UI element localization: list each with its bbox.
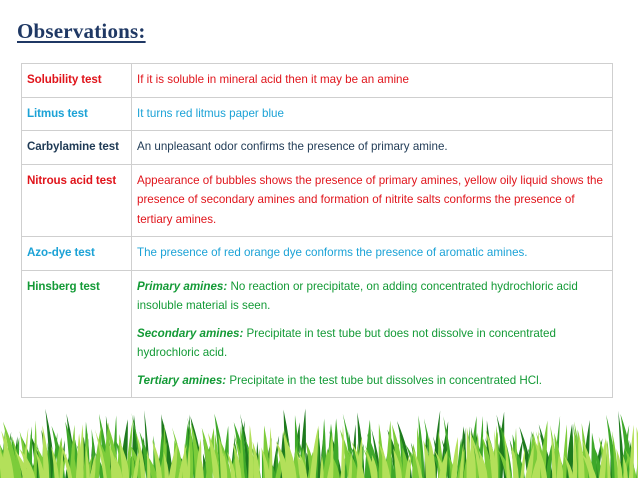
test-name: Carbylamine test [22, 131, 132, 165]
primary-amines-label: Primary amines: [137, 279, 228, 293]
test-name: Azo-dye test [22, 237, 132, 271]
primary-amines-text: No reaction or precipitate, on adding concentrated hydrochloric acid insoluble material is seen. [137, 279, 578, 312]
test-observation: An unpleasant odor confirms the presence of primary amine. [132, 131, 613, 165]
observations-table [21, 63, 613, 398]
test-observation: Appearance of bubbles shows the presence of primary amines, yellow oily liquid shows the presence of secondary amines and formation of nitrite salts conforms the presence of tertiary amines. [132, 164, 613, 237]
test-name: Hinsberg test [22, 270, 132, 398]
page-title: Observations: [17, 19, 146, 43]
table-row [22, 164, 613, 237]
test-name: Solubility test [22, 64, 132, 98]
grass-decoration [0, 408, 638, 478]
secondary-amines-label: Secondary amines: [137, 326, 244, 340]
primary-amines-result [137, 277, 608, 316]
test-observation: If it is soluble in mineral acid then it may be an amine [132, 64, 613, 98]
tertiary-amines-result [137, 371, 608, 391]
table-row [22, 131, 613, 165]
table-row [22, 97, 613, 131]
tertiary-amines-text: Precipitate in the test tube but dissolves in concentrated HCl. [226, 373, 542, 387]
test-observation: The presence of red orange dye conforms the presence of aromatic amines. [132, 237, 613, 271]
test-name: Nitrous acid test [22, 164, 132, 237]
grass-blade [562, 424, 567, 478]
grass-blade [451, 437, 458, 478]
tertiary-amines-label: Tertiary amines: [137, 373, 227, 387]
grass-blade [248, 425, 253, 478]
test-observation [132, 270, 613, 398]
table-row [22, 237, 613, 271]
table-row [22, 270, 613, 398]
secondary-amines-result [137, 324, 608, 363]
secondary-amines-text: Precipitate in test tube but does not dissolve in concentrated hydrochloric acid. [137, 326, 556, 359]
test-name: Litmus test [22, 97, 132, 131]
test-observation: It turns red litmus paper blue [132, 97, 613, 131]
table-row [22, 64, 613, 98]
